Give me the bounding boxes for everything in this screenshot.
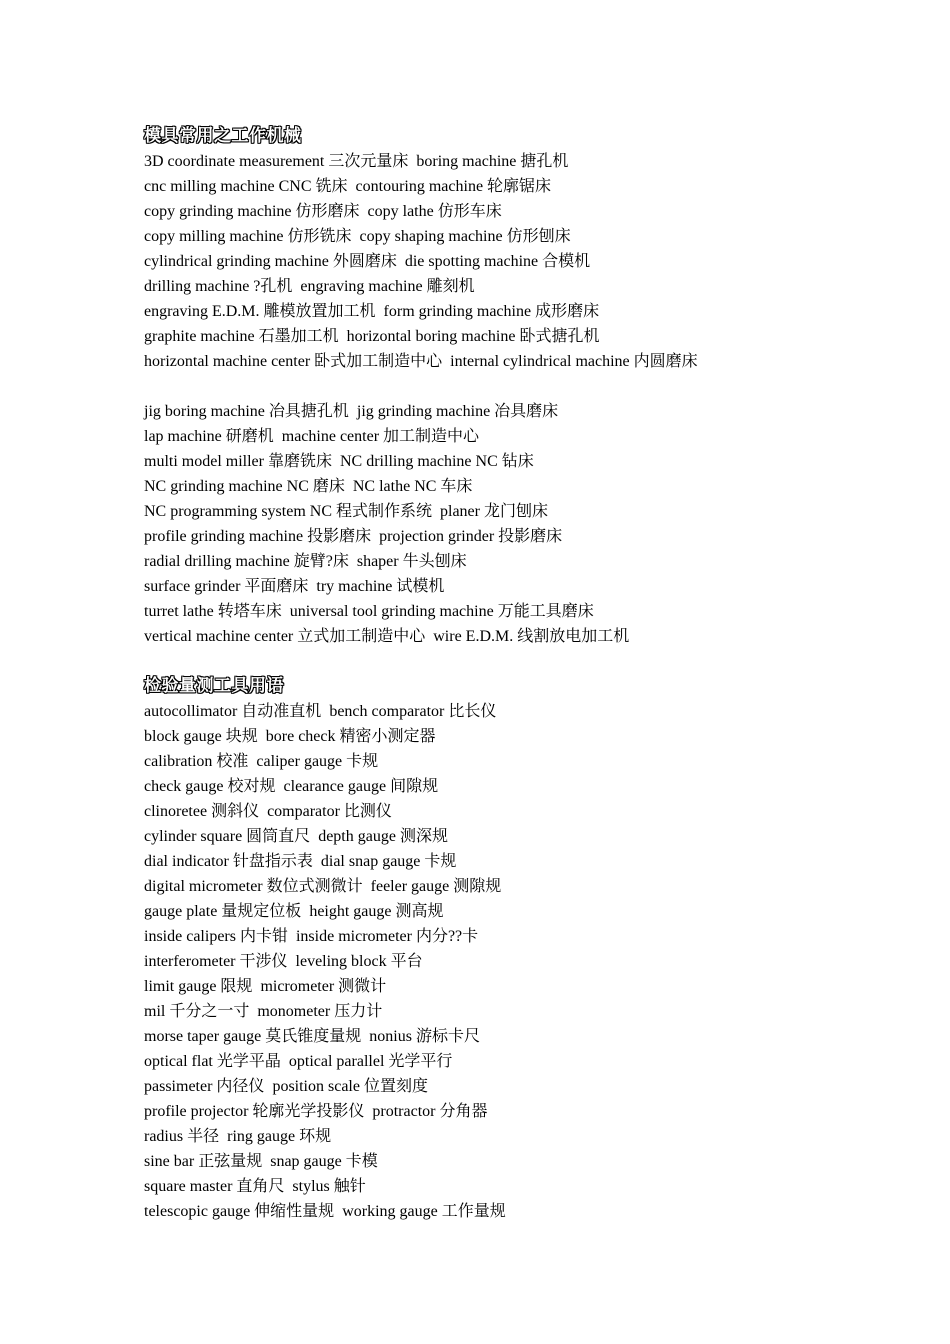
glossary-entry: dial snap gauge 卡规 [320,853,457,870]
glossary-entry: stylus 触针 [292,1178,366,1195]
glossary-line [144,949,904,974]
glossary-line [144,699,904,724]
glossary-line [144,1149,904,1174]
glossary-line [144,1199,904,1224]
glossary-entry: jig grinding machine 冶具磨床 [356,403,559,420]
glossary-entry: NC programming system NC 程式制作系统 [144,503,432,520]
glossary-entry: universal tool grinding machine 万能工具磨床 [289,603,594,620]
glossary-entry: profile projector 轮廓光学投影仪 [144,1103,365,1120]
glossary-entry: optical parallel 光学平行 [288,1053,453,1070]
glossary-line [144,749,904,774]
glossary-line [144,824,904,849]
glossary-entry: autocollimator 自动准直机 [144,703,322,720]
glossary-entry: NC drilling machine NC 钻床 [340,453,534,470]
glossary-entry: NC lathe NC 车床 [352,478,473,495]
glossary-entry: clinoretee 测斜仪 [144,803,260,820]
glossary-entry: block gauge 块规 [144,728,258,745]
glossary-entry: comparator 比测仪 [267,803,392,820]
glossary-entry: inside micrometer 内分??卡 [295,928,479,945]
glossary-entry: surface grinder 平面磨床 [144,578,309,595]
glossary-entry: calibration 校准 [144,753,249,770]
glossary-line [144,174,904,199]
glossary-line [144,924,904,949]
glossary-line [144,1049,904,1074]
glossary-entry: protractor 分角器 [372,1103,488,1120]
glossary-line [144,274,904,299]
section-title: 检验量测工具用语 [144,676,284,696]
glossary-entry: boring machine 搪孔机 [416,153,569,170]
glossary-line [144,799,904,824]
glossary-entry: gauge plate 量规定位板 [144,903,302,920]
glossary-entry: horizontal boring machine 卧式搪孔机 [346,328,600,345]
glossary-entry: radius 半径 [144,1128,220,1145]
glossary-line [144,574,904,599]
blank-line [144,374,904,399]
glossary-entry: try machine 试模机 [316,578,445,595]
glossary-entry: die spotting machine 合模机 [404,253,591,270]
glossary-line [144,974,904,999]
glossary-entry: engraving E.D.M. 雕模放置加工机 [144,303,376,320]
glossary-entry: multi model miller 靠磨铣床 [144,453,332,470]
glossary-entry: height gauge 测高规 [309,903,444,920]
glossary-line [144,499,904,524]
glossary-entry: leveling block 平台 [295,953,423,970]
glossary-line [144,474,904,499]
glossary-entry: radial drilling machine 旋臂?床 [144,553,349,570]
glossary-line [144,524,904,549]
glossary-entry: cylinder square 圆筒直尺 [144,828,311,845]
glossary-line [144,424,904,449]
glossary-entry: depth gauge 测深规 [318,828,448,845]
glossary-line [144,299,904,324]
document-content [144,124,904,1224]
glossary-entry: contouring machine 轮廓锯床 [355,178,552,195]
glossary-entry: telescopic gauge 伸缩性量规 [144,1203,335,1220]
glossary-line [144,724,904,749]
glossary-line [144,624,904,649]
glossary-entry: clearance gauge 间隙规 [283,778,439,795]
glossary-entry: copy lathe 仿形车床 [367,203,502,220]
glossary-line [144,1124,904,1149]
glossary-entry: drilling machine ?孔机 [144,278,293,295]
glossary-entry: mil 千分之一寸 [144,1003,250,1020]
glossary-line [144,849,904,874]
glossary-entry: internal cylindrical machine 内圆磨床 [450,353,698,370]
glossary-entry: engraving machine 雕刻机 [300,278,475,295]
glossary-entry: copy shaping machine 仿形刨床 [359,228,571,245]
glossary-line [144,599,904,624]
document-page [144,124,904,1224]
glossary-line [144,874,904,899]
glossary-entry: caliper gauge 卡规 [256,753,379,770]
glossary-entry: wire E.D.M. 线割放电加工机 [433,628,630,645]
glossary-entry: 3D coordinate measurement 三次元量床 [144,153,409,170]
glossary-line [144,199,904,224]
glossary-line [144,224,904,249]
glossary-entry: bore check 精密小测定器 [265,728,436,745]
glossary-entry: optical flat 光学平晶 [144,1053,281,1070]
glossary-line [144,899,904,924]
glossary-entry: digital micrometer 数位式测微计 [144,878,363,895]
glossary-entry: square master 直角尺 [144,1178,285,1195]
glossary-entry: passimeter 内径仪 [144,1078,265,1095]
glossary-entry: position scale 位置刻度 [272,1078,428,1095]
glossary-line [144,1024,904,1049]
glossary-entry: horizontal machine center 卧式加工制造中心 [144,353,443,370]
glossary-entry: NC grinding machine NC 磨床 [144,478,345,495]
glossary-line [144,774,904,799]
glossary-entry: sine bar 正弦量规 [144,1153,263,1170]
glossary-entry: turret lathe 转塔车床 [144,603,282,620]
glossary-entry: micrometer 测微计 [260,978,387,995]
glossary-entry: vertical machine center 立式加工制造中心 [144,628,426,645]
glossary-entry: limit gauge 限规 [144,978,253,995]
glossary-entry: jig boring machine 冶具搪孔机 [144,403,349,420]
glossary-entry: shaper 牛头刨床 [356,553,467,570]
glossary-entry: check gauge 校对规 [144,778,276,795]
glossary-entry: dial indicator 针盘指示表 [144,853,313,870]
glossary-line [144,549,904,574]
glossary-entry: monometer 压力计 [257,1003,383,1020]
glossary-entry: cnc milling machine CNC 铣床 [144,178,348,195]
glossary-entry: inside calipers 内卡钳 [144,928,288,945]
glossary-line [144,999,904,1024]
glossary-entry: machine center 加工制造中心 [281,428,480,445]
glossary-line [144,399,904,424]
glossary-entry: nonius 游标卡尺 [369,1028,480,1045]
glossary-line [144,249,904,274]
glossary-line [144,149,904,174]
glossary-entry: profile grinding machine 投影磨床 [144,528,372,545]
glossary-entry: ring gauge 环规 [227,1128,332,1145]
section-title: 模具常用之工作机械 [144,126,302,146]
glossary-line [144,449,904,474]
glossary-entry: feeler gauge 测隙规 [370,878,502,895]
glossary-entry: working gauge 工作量规 [342,1203,506,1220]
glossary-line [144,324,904,349]
glossary-line [144,349,904,374]
glossary-entry: copy grinding machine 仿形磨床 [144,203,360,220]
glossary-line [144,1099,904,1124]
section-gap [144,649,904,674]
glossary-entry: copy milling machine 仿形铣床 [144,228,352,245]
glossary-entry: lap machine 研磨机 [144,428,274,445]
glossary-entry: bench comparator 比长仪 [329,703,497,720]
glossary-line [144,1074,904,1099]
glossary-entry: graphite machine 石墨加工机 [144,328,339,345]
glossary-entry: snap gauge 卡模 [270,1153,378,1170]
glossary-entry: morse taper gauge 莫氏锥度量规 [144,1028,362,1045]
glossary-entry: projection grinder 投影磨床 [379,528,563,545]
glossary-line [144,1174,904,1199]
glossary-entry: planer 龙门刨床 [440,503,548,520]
glossary-entry: form grinding machine 成形磨床 [383,303,600,320]
glossary-entry: cylindrical grinding machine 外圆磨床 [144,253,397,270]
glossary-entry: interferometer 干涉仪 [144,953,288,970]
